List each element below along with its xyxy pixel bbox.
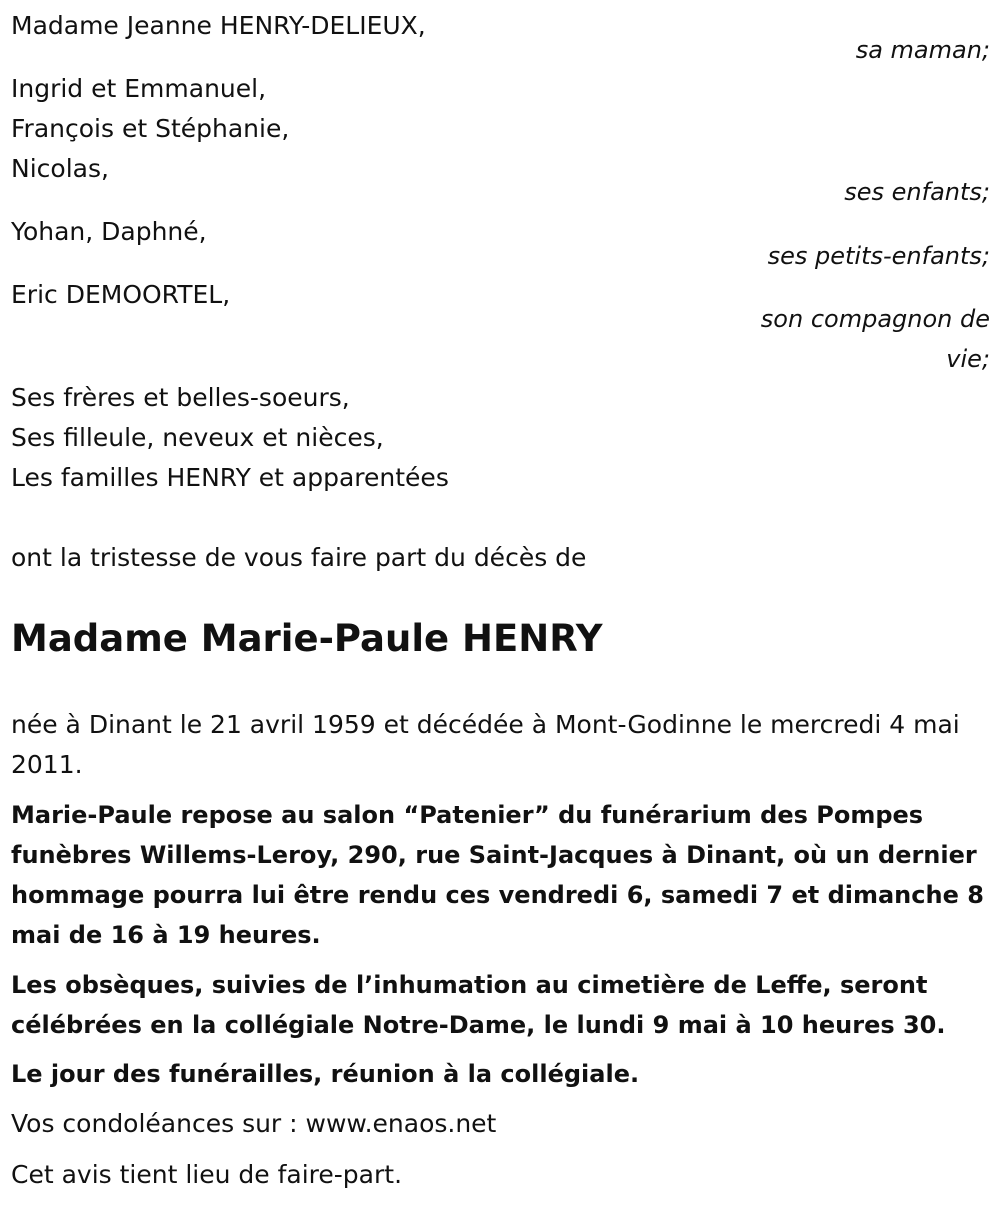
- children-role: ses enfants;: [844, 178, 990, 206]
- grandchildren-names: Yohan, Daphné,: [11, 217, 207, 246]
- notice-line: Cet avis tient lieu de faire-part.: [11, 1160, 403, 1189]
- condolences-line: Vos condoléances sur : www.enaos.net: [11, 1109, 497, 1138]
- mother-name: Madame Jeanne HENRY-DELIEUX,: [11, 11, 426, 40]
- partner-name: Eric DEMOORTEL,: [11, 280, 231, 309]
- deceased-name: Madame Marie-Paule HENRY: [11, 617, 603, 660]
- family-line-3: Les familles HENRY et apparentées: [11, 463, 449, 492]
- children-name-2: François et Stéphanie,: [11, 114, 290, 143]
- funeral-paragraph: Les obsèques, suivies de l’inhumation au cimetière de Leffe, seront célébrées en la collégiale Notre-Dame, le lundi 9 mai à 10 heures 30.: [11, 971, 946, 1039]
- birth-death-paragraph: née à Dinant le 21 avril 1959 et décédée à Mont-Godinne le mercredi 4 mai 2011.: [11, 710, 960, 779]
- partner-role-line-2: vie;: [946, 345, 990, 373]
- announcement-text: ont la tristesse de vous faire part du décès de: [11, 543, 587, 572]
- children-name-1: Ingrid et Emmanuel,: [11, 74, 267, 103]
- family-line-2: Ses filleule, neveux et nièces,: [11, 423, 384, 452]
- family-line-1: Ses frères et belles-soeurs,: [11, 383, 350, 412]
- children-name-3: Nicolas,: [11, 154, 109, 183]
- mother-role: sa maman;: [855, 36, 990, 64]
- viewing-paragraph: Marie-Paule repose au salon “Patenier” du funérarium des Pompes funèbres Willems-Leroy, 290, rue Saint-Jacques à Dinant, où un dernier hommage pourra lui être rendu ces vendredi 6, samedi 7 et dimanche 8 mai de 16 à 19 heures.: [11, 801, 984, 949]
- meeting-paragraph: Le jour des funérailles, réunion à la collégiale.: [11, 1060, 640, 1088]
- grandchildren-role: ses petits-enfants;: [767, 242, 990, 270]
- partner-role-line-1: son compagnon de: [760, 305, 990, 333]
